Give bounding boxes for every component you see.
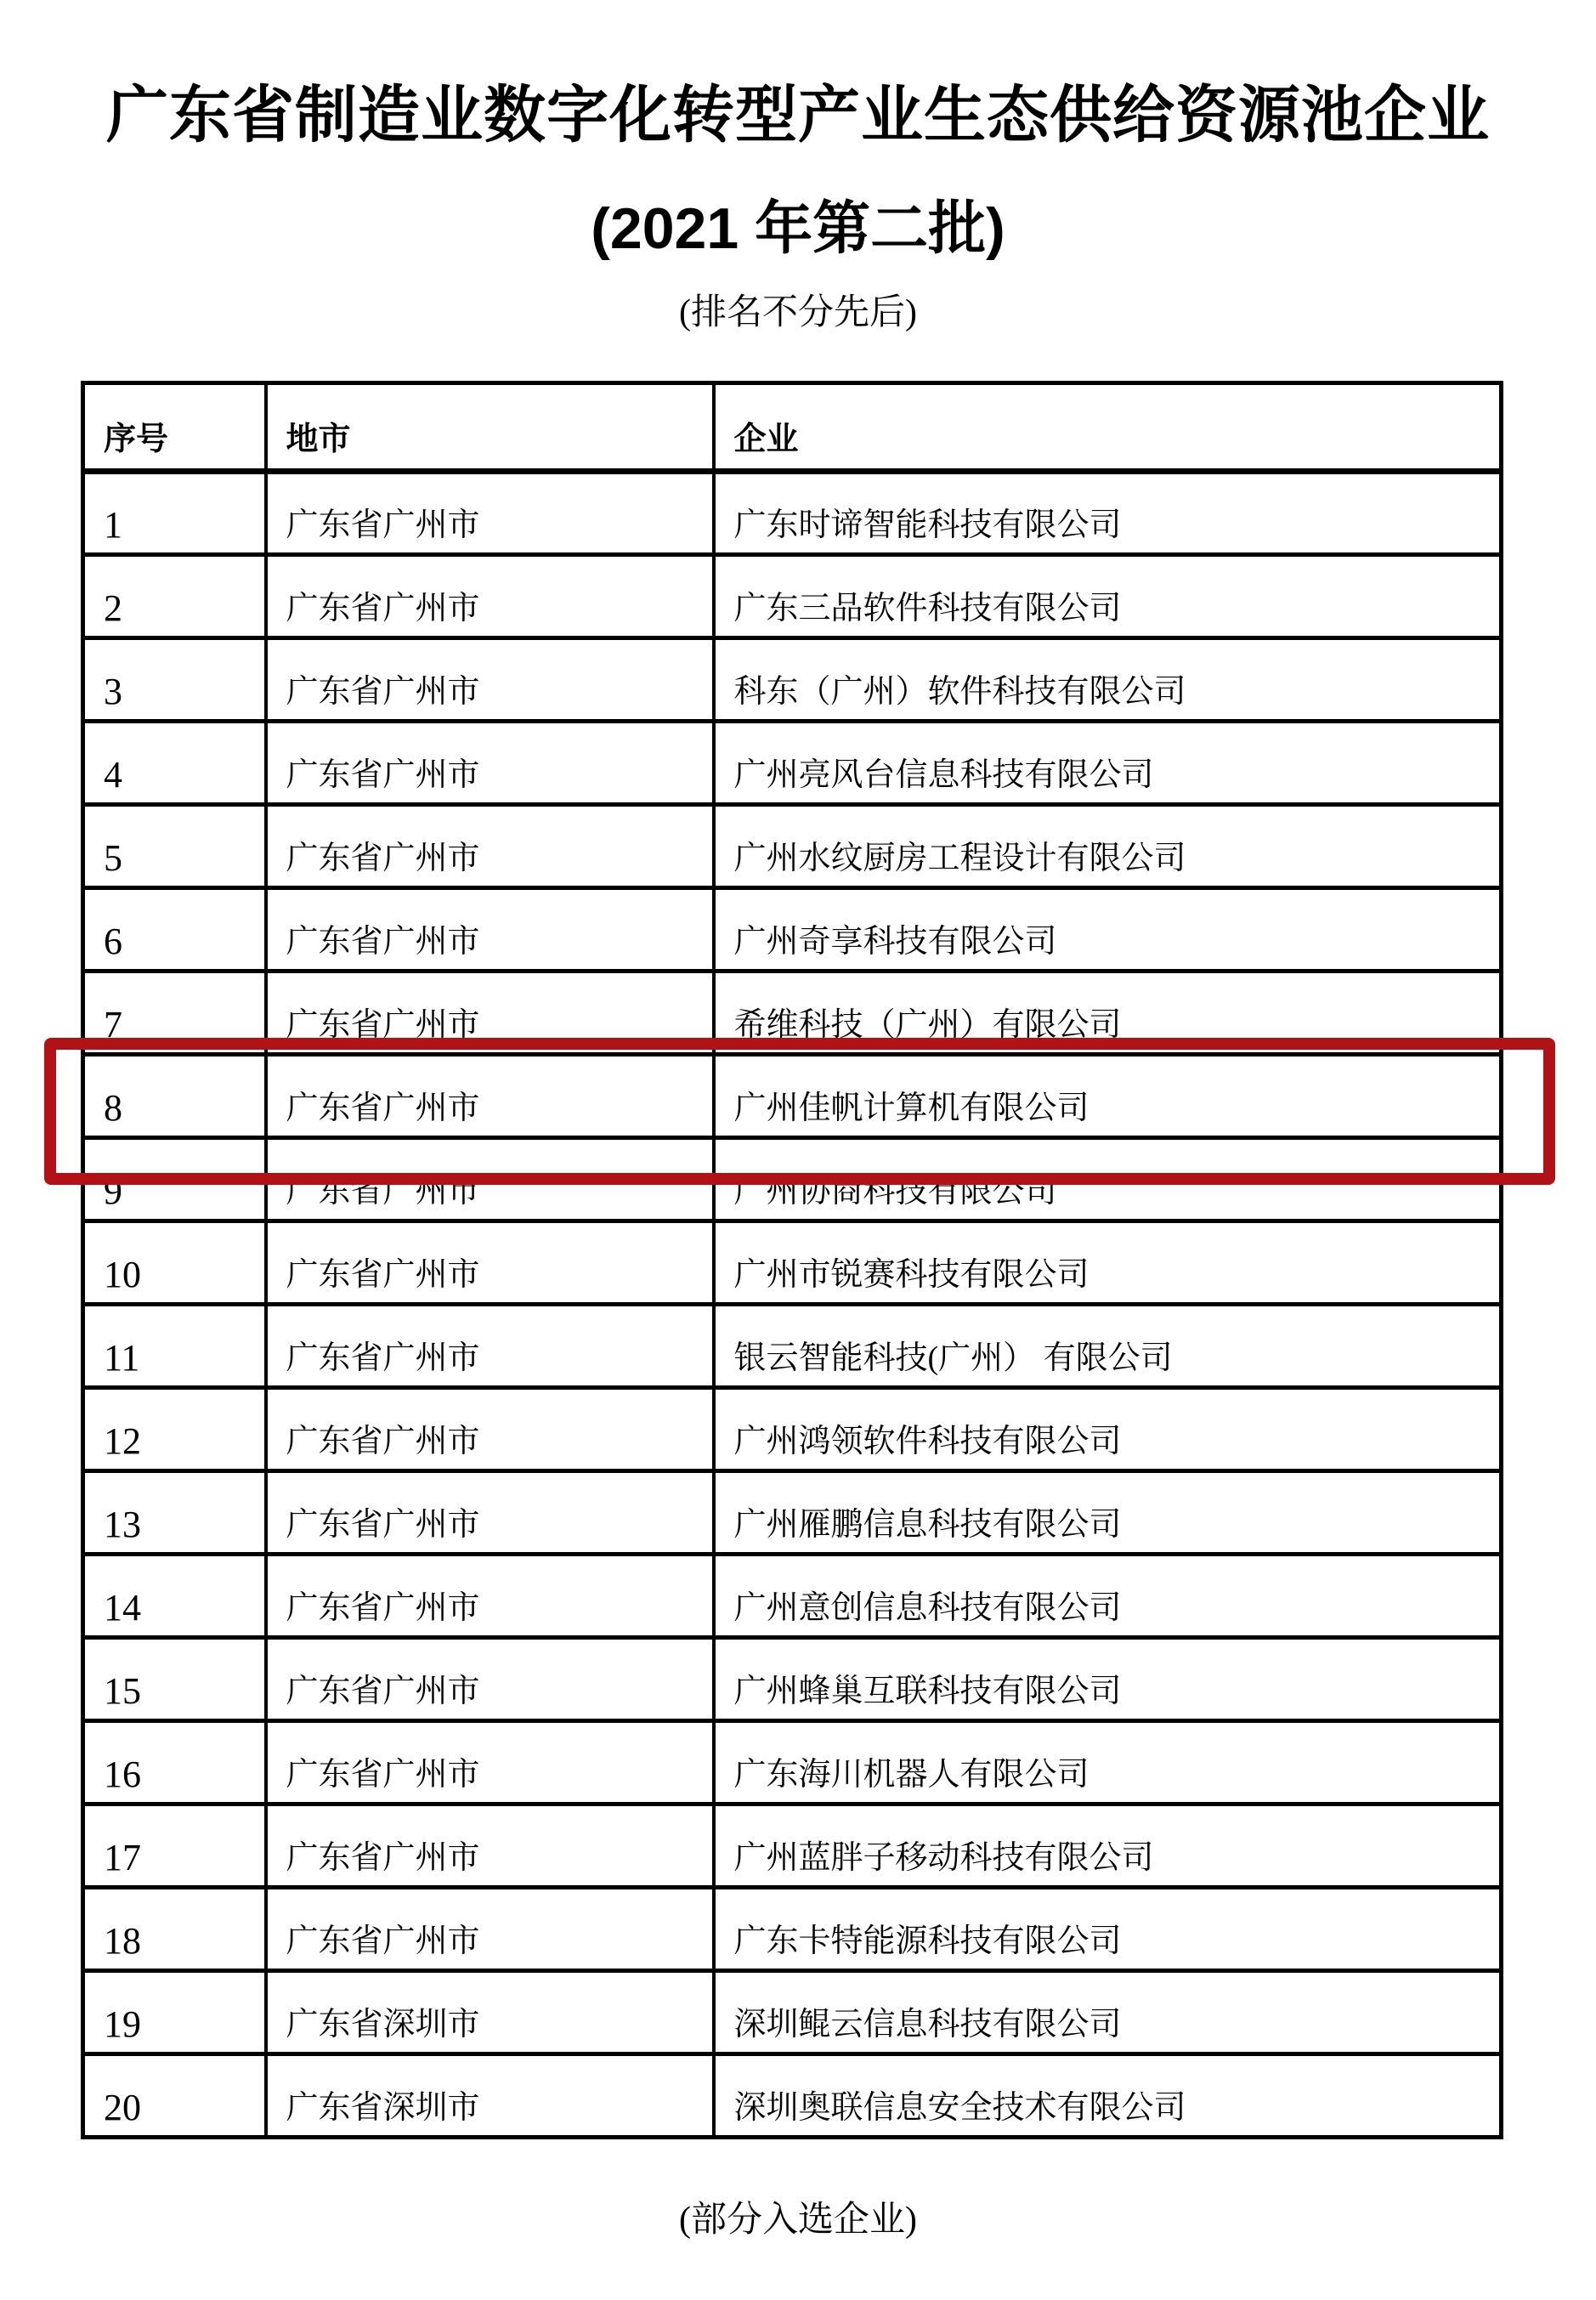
cell-city: 广东省广州市 (266, 1804, 714, 1888)
cell-company: 深圳奥联信息安全技术有限公司 (714, 2054, 1502, 2138)
table-row-highlighted (83, 1055, 1502, 1138)
cell-index: 13 (83, 1471, 266, 1555)
header-cell-company: 企业 (714, 383, 1502, 472)
cell-city: 广东省广州市 (266, 1055, 714, 1138)
ranking-note: (排名不分先后) (679, 293, 917, 332)
cell-city: 广东省广州市 (266, 555, 714, 638)
cell-index: 8 (83, 1055, 266, 1138)
cell-city: 广东省广州市 (266, 638, 714, 722)
cell-company: 深圳鲲云信息科技有限公司 (714, 1971, 1502, 2054)
cell-company: 广东海川机器人有限公司 (714, 1721, 1502, 1804)
table-row (83, 1305, 1502, 1388)
table-row (83, 805, 1502, 888)
cell-company: 希维科技（广州）有限公司 (714, 972, 1502, 1055)
cell-index: 18 (83, 1888, 266, 1971)
header-cell-city: 地市 (266, 383, 714, 472)
cell-company: 广州意创信息科技有限公司 (714, 1555, 1502, 1638)
cell-index: 19 (83, 1971, 266, 2054)
footer-note: (部分入选企业) (679, 2201, 917, 2240)
table-row (83, 972, 1502, 1055)
table-row (83, 638, 1502, 722)
header-cell-index: 序号 (83, 383, 266, 472)
cell-city: 广东省广州市 (266, 1471, 714, 1555)
cell-city: 广东省广州市 (266, 1638, 714, 1721)
cell-company: 广州鸿领软件科技有限公司 (714, 1388, 1502, 1471)
cell-company: 广东三品软件科技有限公司 (714, 555, 1502, 638)
cell-company: 科东（广州）软件科技有限公司 (714, 638, 1502, 722)
cell-city: 广东省广州市 (266, 1888, 714, 1971)
cell-company: 广州协商科技有限公司 (714, 1138, 1502, 1221)
cell-city: 广东省深圳市 (266, 1971, 714, 2054)
cell-city: 广东省广州市 (266, 1388, 714, 1471)
cell-index: 16 (83, 1721, 266, 1804)
cell-company: 广州蓝胖子移动科技有限公司 (714, 1804, 1502, 1888)
cell-city: 广东省广州市 (266, 472, 714, 555)
cell-city: 广东省广州市 (266, 1221, 714, 1305)
table-row (83, 1721, 1502, 1804)
cell-index: 12 (83, 1388, 266, 1471)
company-table (81, 381, 1503, 2139)
cell-company: 广州蜂巢互联科技有限公司 (714, 1638, 1502, 1721)
page-title: 广东省制造业数字化转型产业生态供给资源池企业 (106, 81, 1490, 150)
table-row (83, 1471, 1502, 1555)
table-row (83, 555, 1502, 638)
cell-index: 17 (83, 1804, 266, 1888)
cell-index: 7 (83, 972, 266, 1055)
cell-city: 广东省深圳市 (266, 2054, 714, 2138)
table-row (83, 1638, 1502, 1721)
cell-city: 广东省广州市 (266, 722, 714, 805)
cell-index: 6 (83, 888, 266, 972)
cell-index: 4 (83, 722, 266, 805)
cell-index: 15 (83, 1638, 266, 1721)
table-row (83, 1138, 1502, 1221)
cell-company: 广州雁鹏信息科技有限公司 (714, 1471, 1502, 1555)
cell-index: 1 (83, 472, 266, 555)
table-row (83, 2054, 1502, 2138)
cell-index: 10 (83, 1221, 266, 1305)
table-row (83, 1555, 1502, 1638)
cell-company: 广东时谛智能科技有限公司 (714, 472, 1502, 555)
cell-city: 广东省广州市 (266, 1555, 714, 1638)
table-row (83, 722, 1502, 805)
cell-index: 14 (83, 1555, 266, 1638)
table-row (83, 1221, 1502, 1305)
page-subtitle: (2021 年第二批) (591, 196, 1005, 261)
cell-company: 广州佳帆计算机有限公司 (714, 1055, 1502, 1138)
cell-company: 银云智能科技(广州） 有限公司 (714, 1305, 1502, 1388)
cell-city: 广东省广州市 (266, 972, 714, 1055)
cell-index: 3 (83, 638, 266, 722)
cell-index: 9 (83, 1138, 266, 1221)
cell-index: 2 (83, 555, 266, 638)
cell-company: 广州市锐赛科技有限公司 (714, 1221, 1502, 1305)
cell-city: 广东省广州市 (266, 1721, 714, 1804)
cell-city: 广东省广州市 (266, 1138, 714, 1221)
cell-index: 5 (83, 805, 266, 888)
table-row (83, 1971, 1502, 2054)
cell-company: 广州水纹厨房工程设计有限公司 (714, 805, 1502, 888)
cell-company: 广州亮风台信息科技有限公司 (714, 722, 1502, 805)
cell-index: 20 (83, 2054, 266, 2138)
cell-city: 广东省广州市 (266, 888, 714, 972)
table-row (83, 1804, 1502, 1888)
table-row (83, 1388, 1502, 1471)
cell-city: 广东省广州市 (266, 1305, 714, 1388)
cell-company: 广州奇享科技有限公司 (714, 888, 1502, 972)
cell-city: 广东省广州市 (266, 805, 714, 888)
table-row (83, 1888, 1502, 1971)
table-row (83, 888, 1502, 972)
table-row (83, 472, 1502, 555)
cell-company: 广东卡特能源科技有限公司 (714, 1888, 1502, 1971)
table-header-row (83, 383, 1502, 472)
cell-index: 11 (83, 1305, 266, 1388)
